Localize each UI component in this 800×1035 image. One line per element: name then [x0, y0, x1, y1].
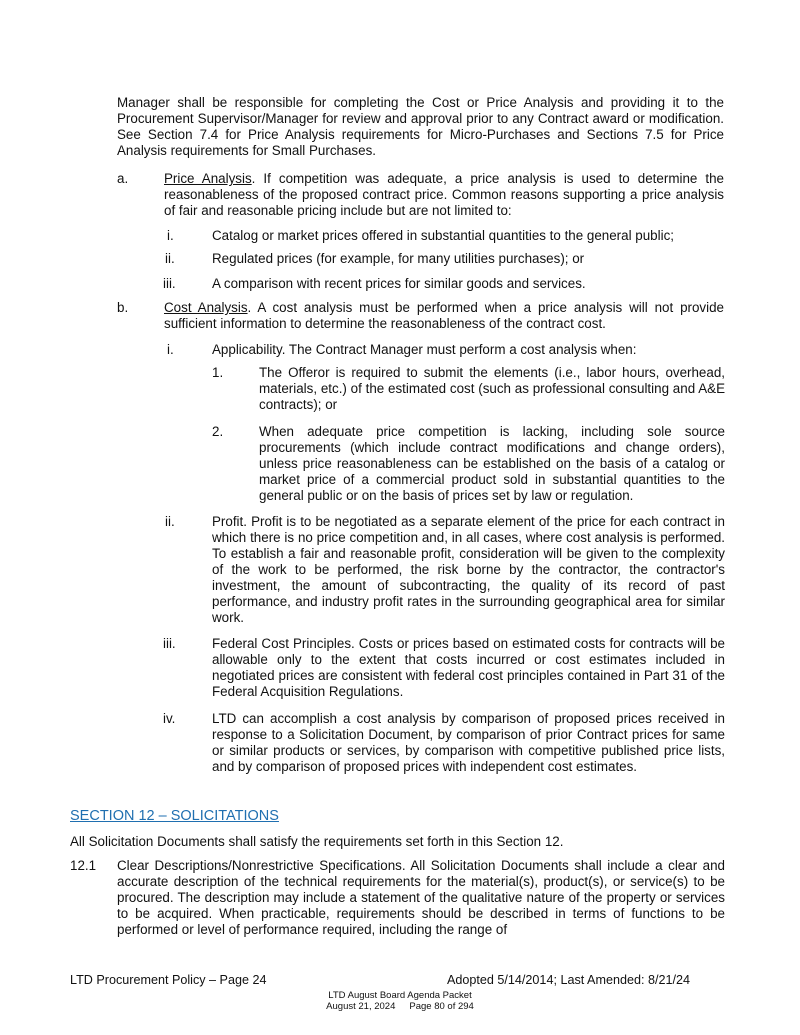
packet-title: LTD August Board Agenda Packet: [328, 990, 472, 1001]
clause-text: Clear Descriptions/Nonrestrictive Specifications. All Solicitation Documents shall include a clear and accurate description of the technical requirements for the material(s), product(s), or service(s) to be procured. The description may include a statement of the qualitative nature of the property or services to be acquired. When practicable, requirements should be described in terms of functions to be performed or level of performance required, including the range of: [117, 858, 725, 937]
lead-paragraph: Manager shall be responsible for completing the Cost or Price Analysis and providing it to the Procurement Supervisor/Manager for review and approval prior to any Contract award or modification. See Section 7.4 for Price Analysis requirements for Micro-Purchases and Sections 7.5 for Price Analysis requirements for Small Purchases.: [117, 95, 724, 158]
item-b-sub-iii-marker: iii.: [163, 636, 176, 651]
point-2-marker: 2.: [212, 424, 224, 439]
item-b-sub-iii-text: Federal Cost Principles. Costs or prices based on estimated costs for contracts will be allowable only to the extent that costs incurred or cost estimates included in negotiated prices are consistent with federal cost principles contained in Part 31 of the Federal Acquisition Regulations.: [212, 636, 725, 699]
item-b-sub-i-marker: i.: [167, 342, 174, 357]
item-a-sub-iii: [163, 276, 725, 292]
packet-page: Page 80 of 294: [409, 1001, 474, 1012]
packet-date: August 21, 2024: [326, 1001, 396, 1012]
item-a-sub-i: [165, 228, 725, 244]
item-a-marker: a.: [117, 171, 129, 186]
packet-info: [0, 1001, 800, 1012]
item-b-sub-iv-text: LTD can accomplish a cost analysis by comparison of proposed prices received in response to a Solicitation Document, by comparison of prior Contract prices for same or similar products or services, by comparison with competitive published price lists, and by comparison of proposed prices with independent cost estimates.: [212, 711, 725, 774]
item-b-title: Cost Analysis: [164, 300, 248, 315]
footer-left: LTD Procurement Policy – Page 24: [70, 973, 267, 987]
item-a-sub-i-marker: i.: [167, 228, 174, 243]
item-b: [117, 300, 724, 334]
item-b-sub-i: [165, 342, 725, 358]
item-a-sub-iii-marker: iii.: [163, 276, 176, 291]
item-b-sub-i-point-1: [212, 365, 725, 415]
item-a-body: [164, 171, 724, 219]
item-b-sub-ii-marker: ii.: [165, 514, 175, 529]
item-b-sub-iii: [163, 636, 725, 702]
point-1-text: The Offeror is required to submit the elements (i.e., labor hours, overhead, materials, etc.) of the estimated cost (such as professional consulting and A&E contracts); or: [259, 365, 725, 412]
item-b-sub-i-text: Applicability. The Contract Manager must perform a cost analysis when:: [212, 342, 637, 357]
section-heading[interactable]: SECTION 12 – SOLICITATIONS: [70, 808, 279, 824]
section-intro: All Solicitation Documents shall satisfy the requirements set forth in this Section 12.: [70, 834, 564, 849]
point-2-text: When adequate price competition is lacking, including sole source procurements (which include contract modifications and change orders), unless price reasonableness can be established on the basis of a catalog or market price of a commercial product sold in substantial quantities to the general public or on the basis of prices set by law or regulation.: [259, 424, 725, 503]
item-a-title: Price Analysis: [164, 171, 252, 186]
item-a-sub-i-text: Catalog or market prices offered in substantial quantities to the general public;: [212, 228, 674, 243]
item-a-sub-iii-text: A comparison with recent prices for similar goods and services.: [212, 276, 586, 291]
point-1-marker: 1.: [212, 365, 224, 380]
item-a-text: . If competition was adequate, a price analysis is used to determine the reasonableness of the proposed contract price. Common reasons supporting a price analysis of fair and reasonable pricing include but are not limited to:: [164, 171, 724, 218]
item-b-text: . A cost analysis must be performed when a price analysis will not provide sufficient information to determine the reasonableness of the contract cost.: [164, 300, 724, 331]
item-b-sub-iv: [163, 711, 725, 793]
item-b-sub-i-point-2: [212, 424, 725, 506]
clause-12-1: [70, 858, 725, 956]
item-a-sub-ii-text: Regulated prices (for example, for many utilities purchases); or: [212, 251, 585, 266]
item-b-sub-ii: [165, 514, 725, 628]
item-b-body: [164, 300, 724, 332]
footer-right: Adopted 5/14/2014; Last Amended: 8/21/24: [447, 973, 690, 987]
item-b-sub-ii-text: Profit. Profit is to be negotiated as a separate element of the price for each contract in which there is no price competition and, in all cases, where cost analysis is performed. To establish a fair and reasonable profit, consideration will be given to the complexity of the work to be performed, the risk borne by the contractor, the contractor's investment, the amount of subcontracting, the quality of its record of past performance, and industry profit rates in the surrounding geographical area for similar work.: [212, 514, 725, 625]
clause-number: 12.1: [70, 858, 97, 873]
item-a: [117, 171, 724, 221]
item-a-sub-ii-marker: ii.: [165, 251, 175, 266]
item-b-sub-iv-marker: iv.: [163, 711, 176, 726]
item-b-marker: b.: [117, 300, 129, 315]
item-a-sub-ii: [165, 251, 725, 267]
